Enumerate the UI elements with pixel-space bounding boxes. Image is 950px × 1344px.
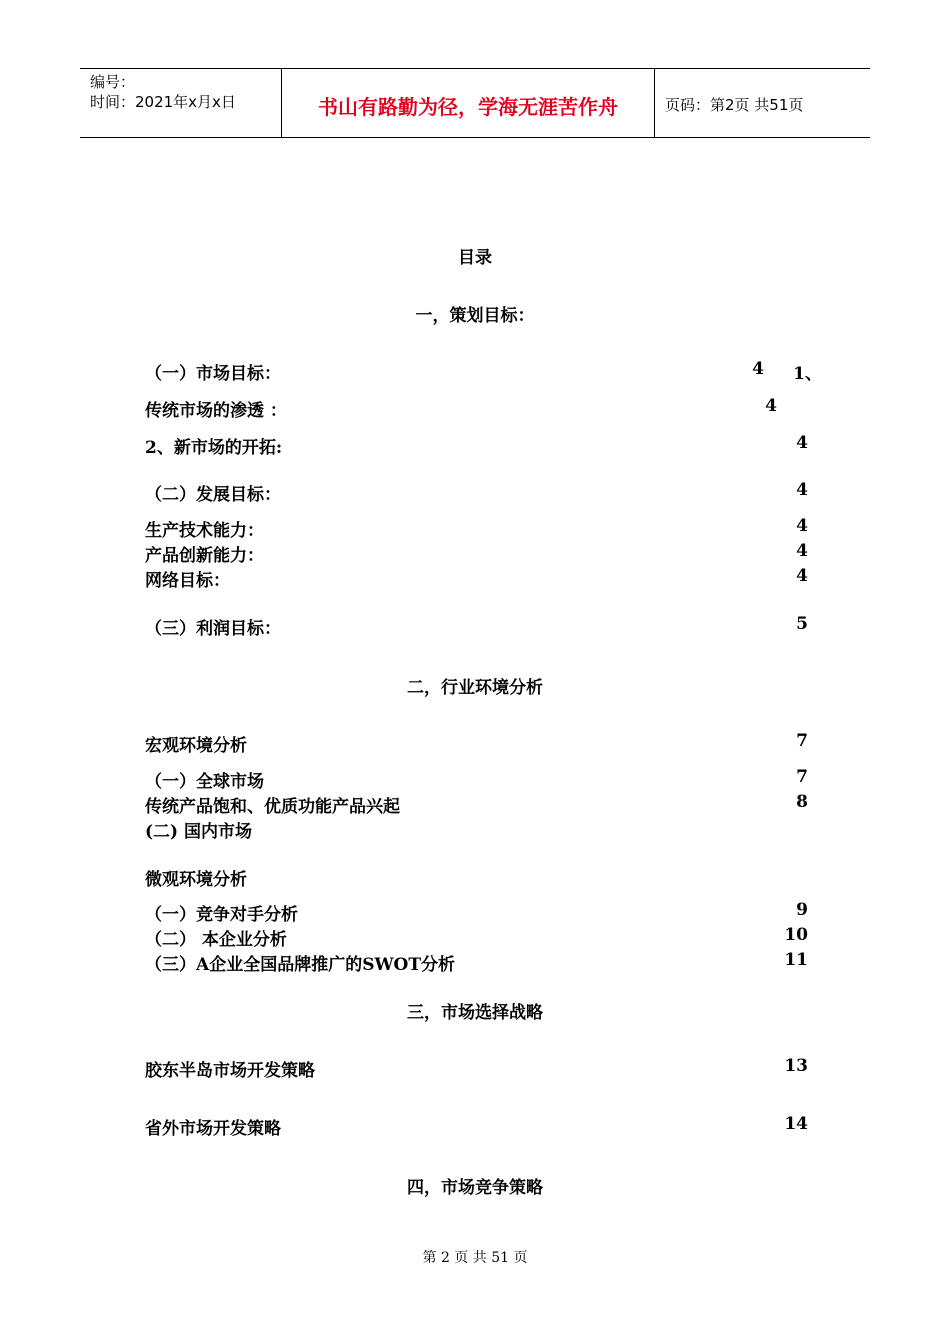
toc-entry-label: （二）发展目标： [145, 485, 281, 505]
toc-title: 目录 [458, 248, 492, 268]
toc-entry-page: 7 [796, 731, 808, 751]
toc-entry-page: 5 [796, 614, 808, 634]
toc-entry-page: 8 [796, 792, 808, 812]
toc-entry-page: 4 [765, 396, 777, 416]
header-motto-cell [282, 69, 655, 137]
header-info-cell [80, 69, 282, 137]
toc-entry-page: 4 [796, 566, 808, 586]
toc-entry-label: 传统产品饱和、优质功能产品兴起 [145, 797, 400, 817]
toc-entry-page: 4 [796, 480, 808, 500]
header-page-cell [655, 69, 870, 137]
date-label: 时间：2021年x月x日 [90, 93, 236, 111]
toc-entry-label: 省外市场开发策略 [145, 1119, 281, 1139]
toc-entry-label: （一）市场目标： [145, 364, 281, 384]
toc-entry-page: 4 [796, 433, 808, 453]
header-page-info: 页码：第2页 共51页 [665, 96, 804, 114]
toc-entry-label: 2、新市场的开拓: [145, 438, 283, 458]
toc-entry-extra: 1、 [793, 364, 822, 384]
toc-entry-label: 传统市场的渗透 ： [145, 401, 287, 421]
section-heading-3: 三，市场选择战略 [407, 1003, 543, 1023]
section-heading-4: 四，市场竞争策略 [407, 1178, 543, 1198]
toc-entry-page: 14 [784, 1114, 808, 1134]
toc-entry-page: 7 [796, 767, 808, 787]
code-label: 编号： [90, 73, 136, 91]
toc-entry-page: 4 [796, 516, 808, 536]
toc-entry-page: 4 [796, 541, 808, 561]
toc-entry-page: 13 [784, 1056, 808, 1076]
page-header [80, 68, 870, 138]
toc-entry-label: 产品创新能力： [145, 546, 264, 566]
toc-entry-label: 生产技术能力： [145, 521, 264, 541]
page-footer: 第 2 页 共 51 页 [422, 1250, 528, 1266]
motto-text: 书山有路勤为径，学海无涯苦作舟 [318, 95, 618, 119]
toc-entry-label: （三）利润目标： [145, 619, 281, 639]
toc-entry-label: (二) 国内市场 [145, 822, 253, 842]
toc-entry-label: 微观环境分析 [145, 870, 247, 890]
toc-entry-page: 10 [784, 925, 808, 945]
toc-entry-page: 9 [796, 900, 808, 920]
toc-entry-label: （一）全球市场 [145, 772, 264, 792]
toc-entry-label: 宏观环境分析 [145, 736, 247, 756]
toc-entry-label: （三）A企业全国品牌推广的SWOT分析 [145, 955, 456, 975]
toc-entry-page: 4 [752, 359, 764, 379]
toc-entry-page: 11 [784, 950, 808, 970]
section-heading-1: 一，策划目标： [415, 306, 535, 326]
toc-entry-label: 网络目标： [145, 571, 230, 591]
section-heading-2: 二，行业环境分析 [407, 678, 543, 698]
toc-entry-label: （二） 本企业分析 [145, 930, 287, 950]
toc-entry-label: 胶东半岛市场开发策略 [145, 1061, 315, 1081]
toc-entry-label: （一）竞争对手分析 [145, 905, 298, 925]
